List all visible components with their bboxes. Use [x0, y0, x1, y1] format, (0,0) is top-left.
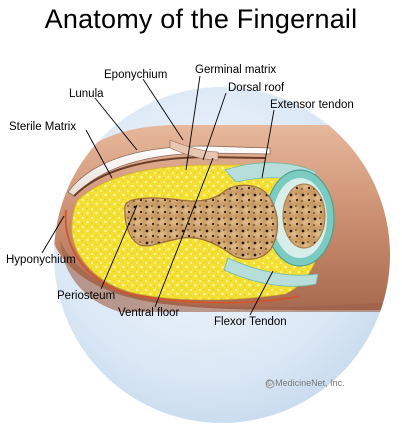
- label-lunula: Lunula: [69, 88, 104, 100]
- label-germinal-matrix: Germinal matrix: [195, 64, 277, 76]
- label-flexor-tendon: Flexor Tendon: [214, 316, 287, 328]
- middle-phalanx-head: [283, 184, 325, 248]
- copyright-credit: © MedicineNet, Inc.: [266, 378, 345, 388]
- label-extensor-tendon: Extensor tendon: [270, 99, 354, 111]
- label-ventral-floor: Ventral floor: [118, 307, 180, 319]
- label-periosteum: Periosteum: [57, 290, 116, 302]
- diagram-title: Anatomy of the Fingernail: [44, 4, 358, 34]
- label-sterile-matrix: Sterile Matrix: [9, 121, 77, 133]
- finger-cross-section: [49, 125, 395, 312]
- label-dorsal-roof: Dorsal roof: [228, 82, 285, 94]
- label-hyponychium: Hyponychium: [6, 254, 76, 266]
- label-eponychium: Eponychium: [104, 69, 168, 81]
